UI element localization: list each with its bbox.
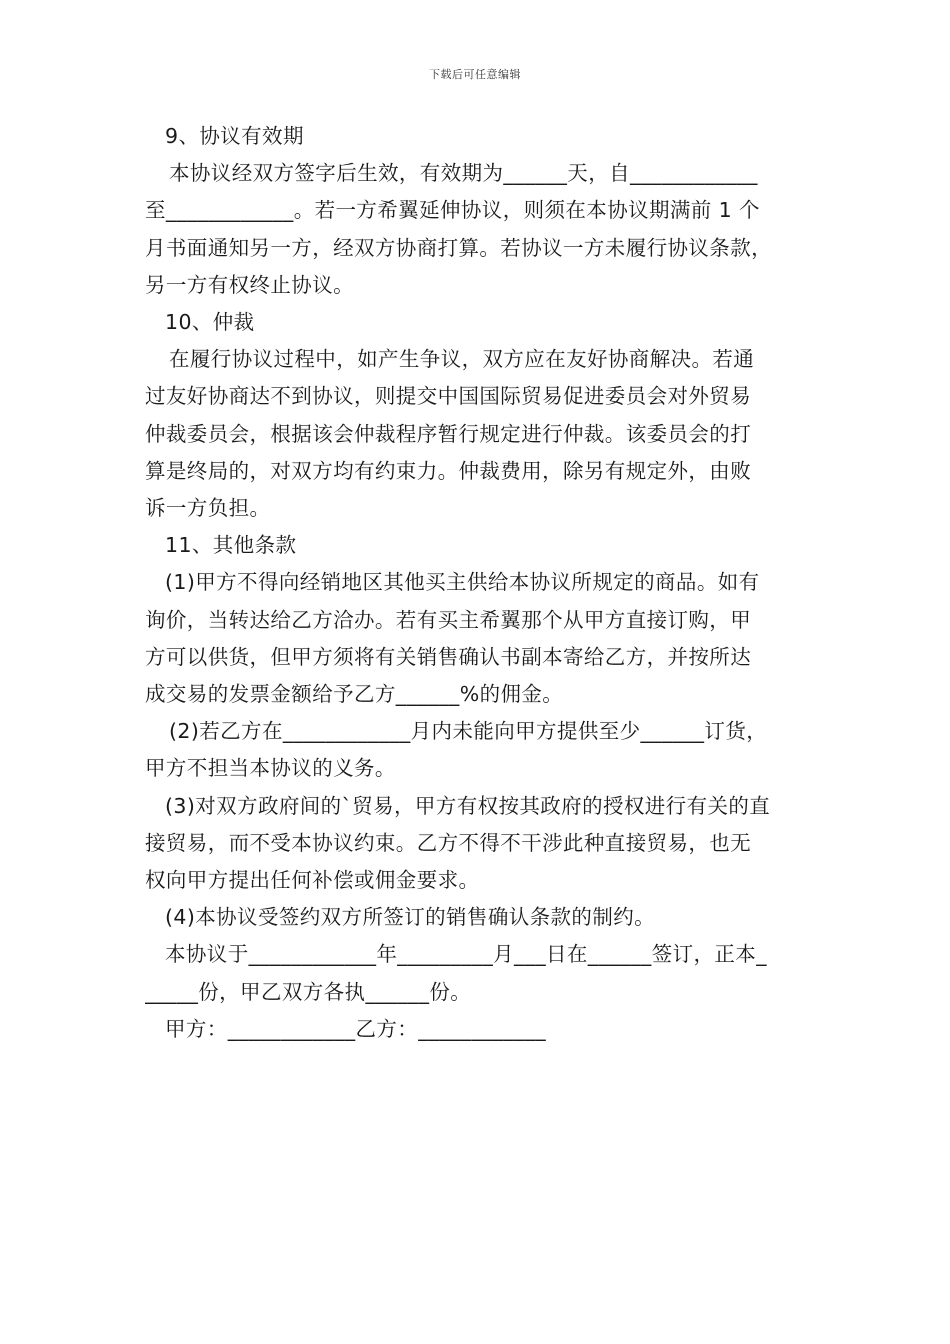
paragraph-line: 本协议经双方签字后生效，有效期为______天，自____________ [169, 161, 758, 186]
signing-line: 本协议于____________年_________月___日在______签订，正本_ [165, 942, 767, 967]
clause-line: 成交易的发票金额给予乙方______%的佣金。 [145, 682, 564, 707]
clause-line: 方可以供货，但甲方须将有关销售确认书副本寄给乙方，并按所达 [145, 644, 752, 669]
paragraph-line: 另一方有权终止协议。 [145, 272, 354, 297]
clause-line: 询价，当转达给乙方洽办。若有买主希翼那个从甲方直接订购，甲 [145, 607, 752, 632]
clause-line: 甲方不担当本协议的义务。 [145, 756, 396, 781]
clause-line: (1)甲方不得向经销地区其他买主供给本协议所规定的商品。如有 [165, 570, 760, 595]
page-header: 下载后可任意编辑 [429, 68, 521, 81]
paragraph-line: 诉一方负担。 [145, 496, 271, 521]
paragraph-line: 算是终局的，对双方均有约束力。仲裁费用，除另有规定外，由败 [145, 458, 752, 483]
clause-line: (3)对双方政府间的`贸易，甲方有权按其政府的授权进行有关的直 [165, 793, 771, 818]
signature-parties: 甲方：____________乙方：____________ [165, 1016, 546, 1041]
section-heading-validity: 9、协议有效期 [165, 124, 304, 148]
paragraph-line: 在履行协议过程中，如产生争议，双方应在友好协商解决。若通 [169, 347, 755, 372]
signing-line: _____份，甲乙双方各执______份。 [145, 979, 472, 1004]
clause-line: (2)若乙方在____________月内未能向甲方提供至少______订货， [169, 719, 768, 744]
section-heading-arbitration: 10、仲裁 [165, 310, 255, 335]
clause-line: 权向甲方提出任何补偿或佣金要求。 [145, 868, 480, 893]
clause-line: (4)本协议受签约双方所签订的销售确认条款的制约。 [165, 905, 656, 930]
section-heading-other-terms: 11、其他条款 [165, 533, 297, 558]
clause-line: 接贸易，而不受本协议约束。乙方不得不干涉此种直接贸易，也无 [145, 830, 752, 855]
paragraph-line: 过友好协商达不到协议，则提交中国国际贸易促进委员会对外贸易 [145, 384, 752, 409]
paragraph-line: 月书面通知另一方，经双方协商打算。若协议一方未履行协议条款， [145, 235, 772, 260]
paragraph-line: 至____________。若一方希翼延伸协议，则须在本协议期满前 1 个 [145, 198, 760, 223]
paragraph-line: 仲裁委员会，根据该会仲裁程序暂行规定进行仲裁。该委员会的打 [145, 421, 752, 446]
document-body [145, 118, 825, 1048]
